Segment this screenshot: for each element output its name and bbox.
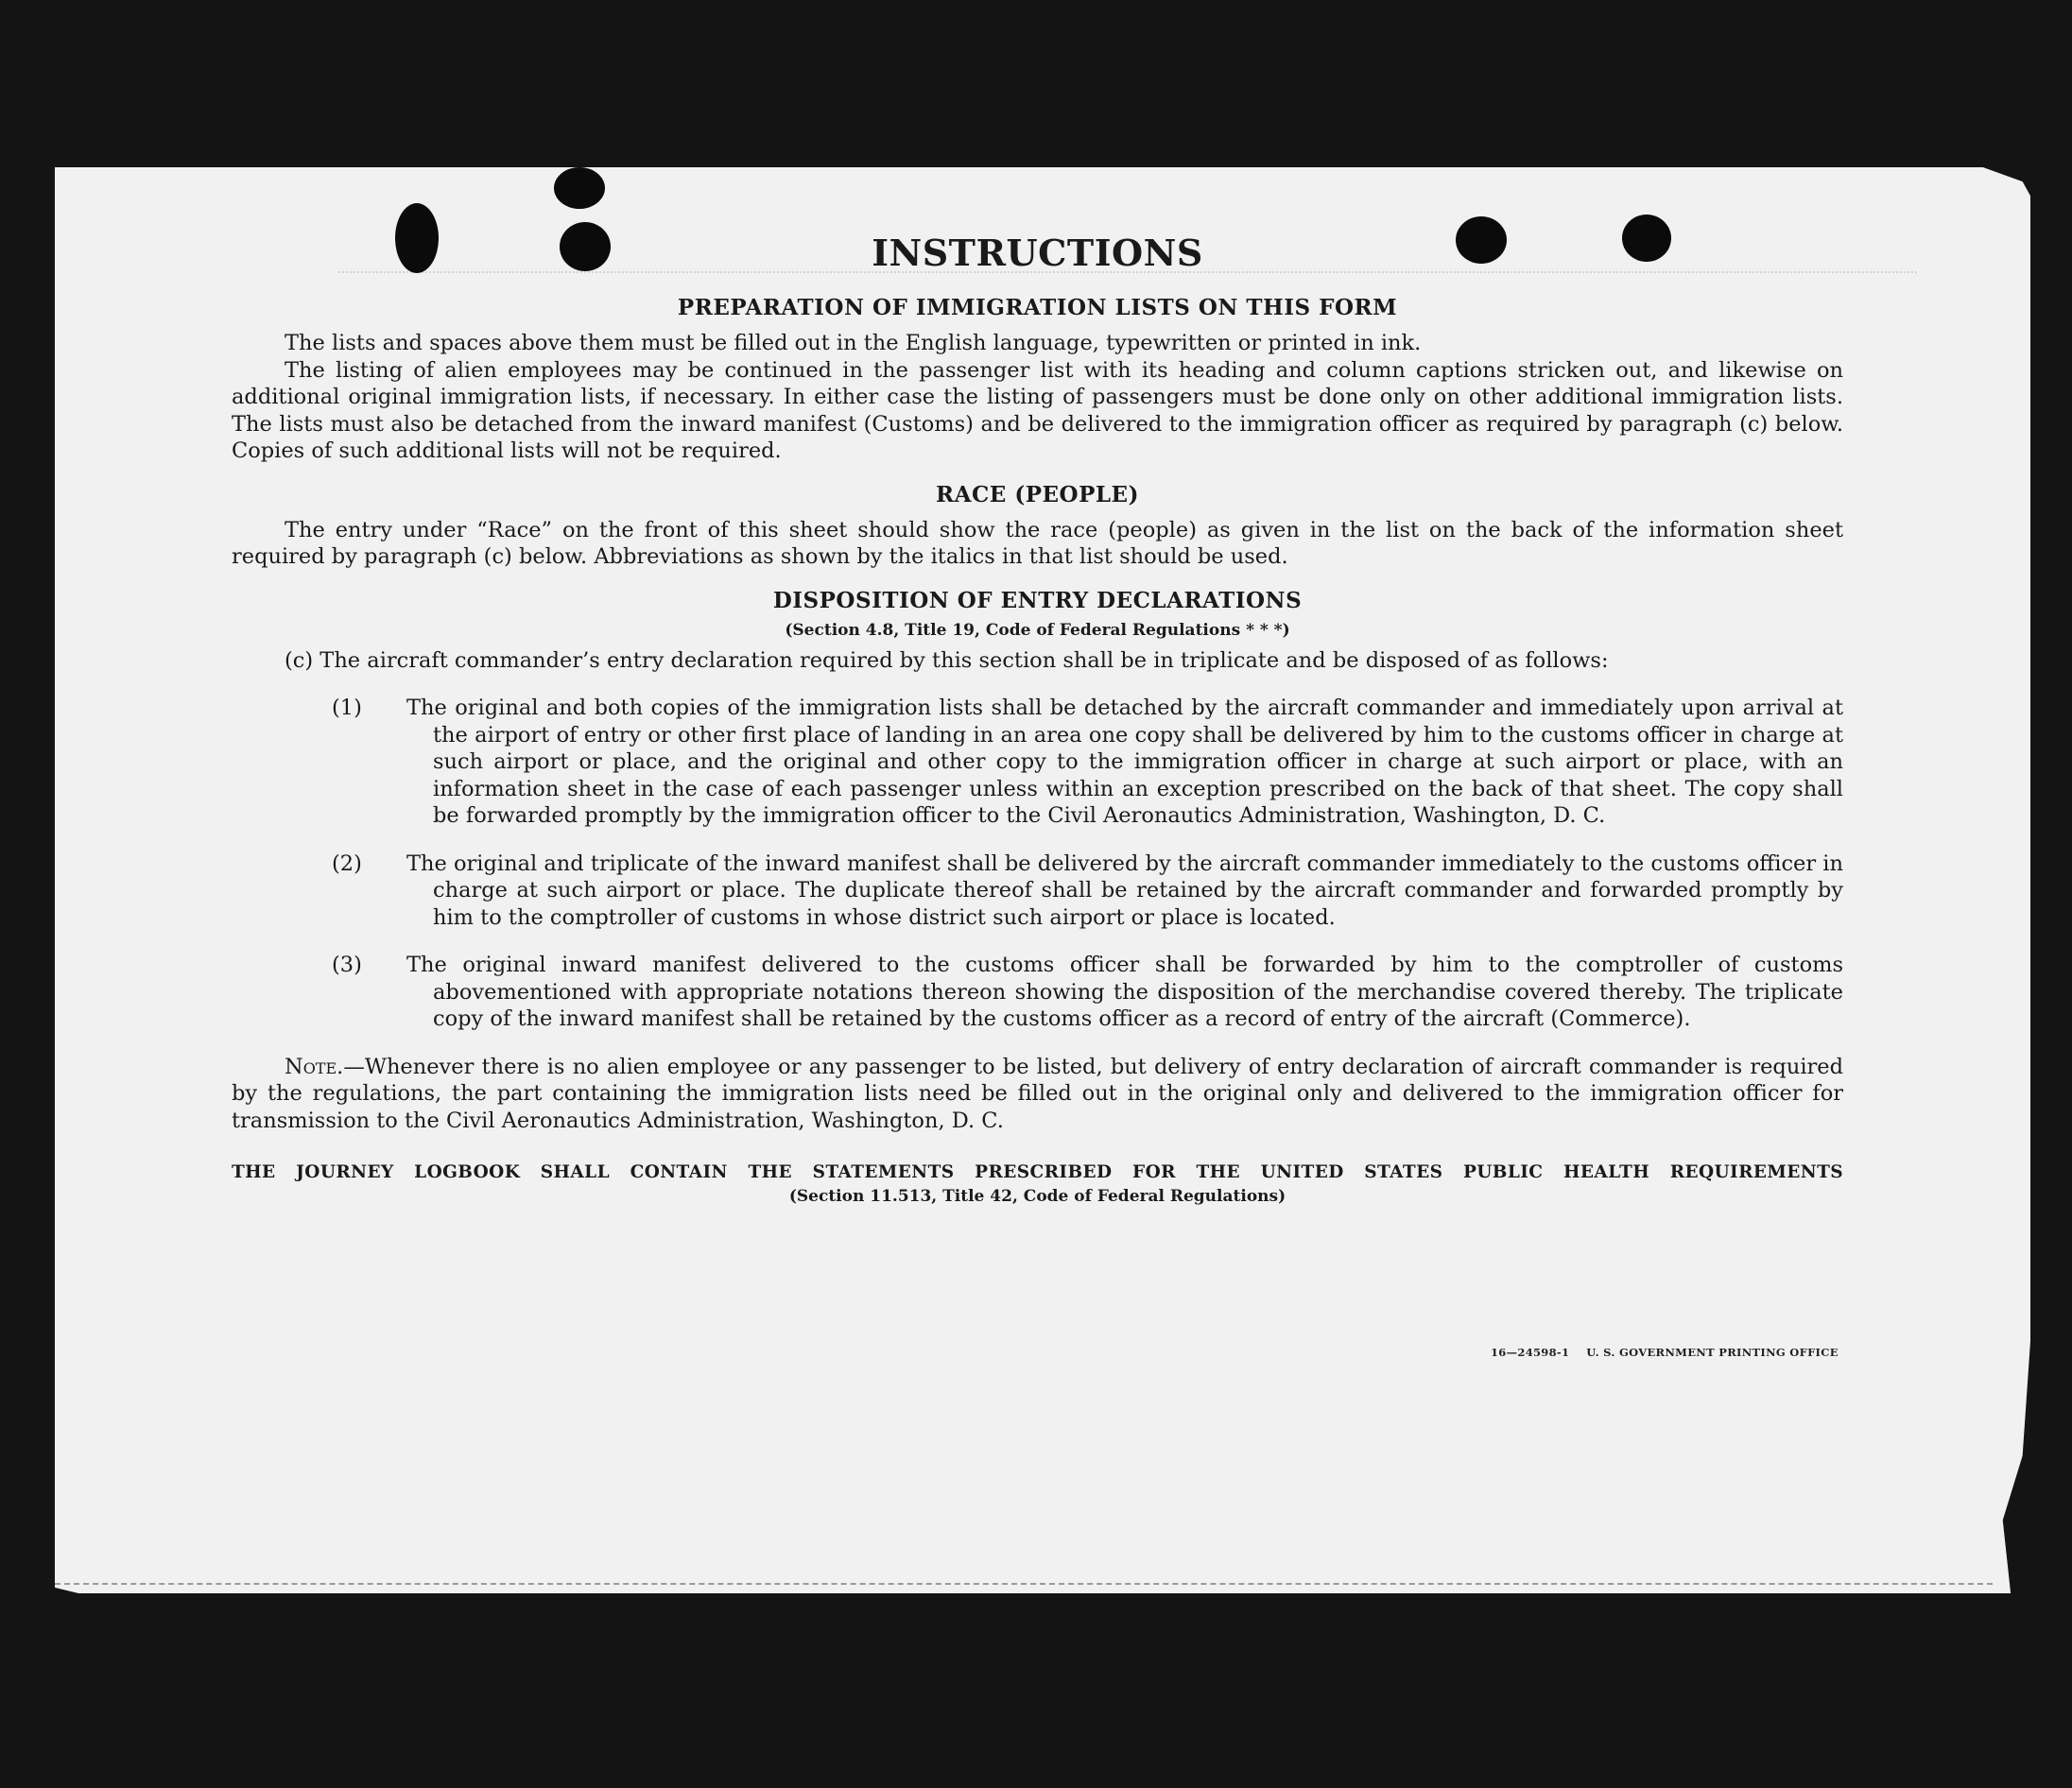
citation-title-42: (Section 11.513, Title 42, Code of Federal Regulations) xyxy=(788,1187,1286,1206)
list-item-text: The original and triplicate of the inward manifest shall be delivered by the aircraft commander immediately to the customs officer in charge at such airport or place. The duplicate thereof shall be retained by the aircraft commander and forwarded promptly by him to the comptroller of customs in whose district such airport or place is located. xyxy=(406,851,1843,930)
form-code: 16—24598-1 xyxy=(1491,1346,1570,1359)
citation-title-19: (Section 4.8, Title 19, Code of Federal Regulations * * *) xyxy=(785,620,1290,640)
list-item-number: (2) xyxy=(332,851,362,876)
paragraph-alien-employees: The listing of alien employees may be continued in the passenger list with its heading and column captions stricken out, and likewise on additional original immigration lists, if necessary. In either case the listing of passengers must be done only on other additional immigration lists. The lists must also be detached from the inward manifest (Customs) and be delivered to the immigration officer as required by paragraph (c) below. Copies of such additional lists will not be required. xyxy=(232,357,1843,463)
list-item-number: (1) xyxy=(332,696,362,720)
section-heading-race: RACE (PEOPLE) xyxy=(936,481,1139,507)
instructions-text xyxy=(232,232,1843,1206)
section-heading-preparation: PREPARATION OF IMMIGRATION LISTS ON THIS FORM xyxy=(677,295,1398,320)
paragraph-c-intro: (c) The aircraft commander’s entry declaration required by this section shall be in triplicate and be disposed of as follows: xyxy=(285,647,1609,673)
section-heading-disposition: DISPOSITION OF ENTRY DECLARATIONS xyxy=(772,587,1303,613)
page-title: INSTRUCTIONS xyxy=(872,232,1203,274)
health-requirements-statement: THE JOURNEY LOGBOOK SHALL CONTAIN THE STATEMENTS PRESCRIBED FOR THE UNITED STATES PUBLIC HEALTH REQUIREMENTS xyxy=(232,1162,1843,1182)
punch-hole xyxy=(554,167,605,209)
paragraph-language: The lists and spaces above them must be filled out in the English language, typewritten or printed in ink. xyxy=(285,331,1422,355)
list-item-text: The original inward manifest delivered to the customs officer shall be forwarded by him to the comptroller of customs abovementioned with appropriate notations thereon showing the disposition of the merchandise covered thereby. The triplicate copy of the inward manifest shall be retained by the customs officer as a record of entry of the aircraft (Commerce). xyxy=(406,953,1843,1031)
note-label: Note. xyxy=(285,1054,344,1079)
printing-office: U. S. GOVERNMENT PRINTING OFFICE xyxy=(1586,1346,1839,1359)
note-paragraph xyxy=(232,1054,1843,1135)
list-item xyxy=(232,851,1843,932)
paragraph-race: The entry under “Race” on the front of this sheet should show the race (people) as given in the list on the back of the information sheet required by paragraph (c) below. Abbreviations as shown by the italics in that list should be used. xyxy=(232,517,1843,569)
note-text: —Whenever there is no alien employee or any passenger to be listed, but delivery of entry declaration of aircraft commander is required by the regulations, the part containing the immigration lists need be filled out in the original only and delivered to the immigration officer for transmission to the Civil Aeronautics Administration, Washington, D. C. xyxy=(232,1054,1843,1133)
printer-imprint xyxy=(1491,1346,1856,1359)
perforation-line xyxy=(55,1583,1993,1585)
list-item-text: The original and both copies of the immigration lists shall be detached by the aircraft commander and immediately upon arrival at the airport of entry or other first place of landing in an area one copy shall be delivered by him to the customs officer in charge at such airport or place, and the original and other copy to the immigration officer in charge at such airport or place, with an information sheet in the case of each passenger unless within an exception prescribed on the back of that sheet. The copy shall be forwarded promptly by the immigration officer to the Civil Aeronautics Administration, Washington, D. C. xyxy=(406,696,1843,828)
list-item xyxy=(232,695,1843,830)
list-item xyxy=(232,952,1843,1033)
list-item-number: (3) xyxy=(332,953,362,977)
